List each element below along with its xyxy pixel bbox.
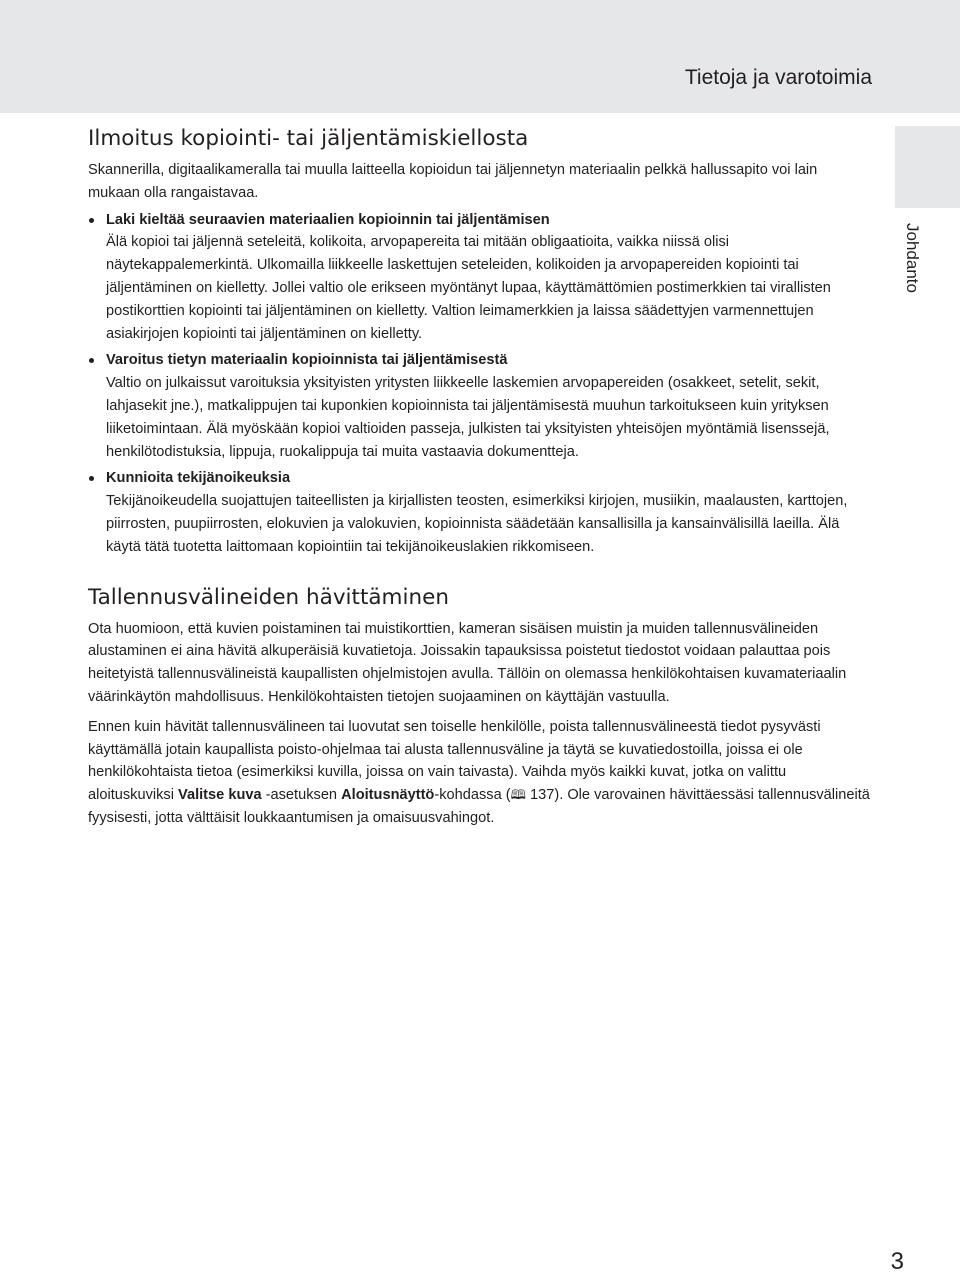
menu-option-welcome-screen: Aloitusnäyttö <box>341 787 435 804</box>
paragraph-text: ). Ole varovainen hävittäessäsi tallennusvälineitä fyysisesti, jotta välttäisit loukkaantumisen ja omaisuusvahingot. <box>88 787 870 826</box>
bullet-icon <box>89 358 94 363</box>
list-item-heading: Varoitus tietyn materiaalin kopioinnista tai jäljentämisestä <box>106 352 508 369</box>
list-item-body: Valtio on julkaissut varoituksia yksityisten yritysten liikkeelle laskemien arvopapereiden (osakkeet, setelit, sekit, lahjasekit jne.), matkalippujen tai kuponkien kopioinnista tai jäljentämisestä muuhun tarkoitukseen kuin yrityksen liiketoimintaan. Älä myöskään kopioi valtioiden passeja, julkisten tai yksityisten yhteisöjen myöntämiä lisenssejä, henkilötodistuksia, lippuja, ruokalippuja tai muita vastaavia dokumentteja. <box>106 375 830 460</box>
paragraph-text: -asetuksen <box>261 787 342 804</box>
bullet-icon <box>89 476 94 481</box>
bullet-icon <box>89 218 94 223</box>
paragraph-text: -kohdassa ( <box>434 787 511 804</box>
page-content <box>88 124 872 830</box>
side-tab-marker <box>895 126 960 208</box>
list-item-heading: Kunnioita tekijänoikeuksia <box>106 470 291 487</box>
page-number: 3 <box>890 1248 904 1275</box>
menu-option-select-image: Valitse kuva <box>178 787 262 804</box>
paragraph-text: Ennen kuin hävität tallennusvälineen tai luovutat sen toiselle henkilölle, poista tallennusvälineestä tiedot pysyvästi käyttämällä jotain kaupallista poisto-ohjelmaa tai alusta tallennusväline ja täytä se kuvatiedostoilla, joissa ei ole henkilökohtaista tietoa (esimerkiksi kuvilla, joissa on vain taivasta). Vaihda myös kaikki kuvat, jotka on valittu aloituskuviksi <box>88 718 821 804</box>
header-band <box>0 0 960 113</box>
list-item-body: Tekijänoikeudella suojattujen taiteellisten ja kirjallisten teosten, esimerkiksi kirjojen, musiikin, maalausten, karttojen, piirrosten, puupiirrosten, elokuvien ja valokuvien, kopioinnista säädetään kansallisilla ja kansainvälisillä laeilla. Älä käytä tätä tuotetta laittomaan kopiointiin tai tekijänoikeuslakien rikkomiseen. <box>106 493 848 555</box>
side-tab-label: Johdanto <box>903 223 923 293</box>
section-heading-copy-notice: Ilmoitus kopiointi- tai jäljentämiskiellosta <box>88 126 529 151</box>
list-item <box>88 349 872 463</box>
list-item-body: Älä kopioi tai jäljennä seteleitä, kolikoita, arvopapereita tai mitään obligaatioita, vaikka niissä olisi näytekappalemerkintä. Ulkomailla liikkeelle laskettujen seteleiden, kolikoiden ja arvopapereiden kopiointi tai jäljentäminen on kielletty. Jollei valtio ole erikseen myöntänyt lupaa, käyttämättömien postimerkkien tai virallisten postikorttien kopiointi tai jäljentäminen on kielletty. Valtion leimamerkkien ja laissa säädettyjen varmennettujen asiakirjojen kopiointi tai jäljentäminen on kielletty. <box>106 234 831 342</box>
section-intro: Skannerilla, digitaalikameralla tai muulla laitteella kopioidun tai jäljennetyn materiaalin pelkkä hallussapito voi lain mukaan olla rangaistavaa. <box>88 162 818 201</box>
paragraph <box>88 716 872 830</box>
book-reference-icon: 🕮 <box>510 787 526 803</box>
list-item <box>88 209 872 346</box>
list-item <box>88 467 872 558</box>
paragraph: Ota huomioon, että kuvien poistaminen tai muistikorttien, kameran sisäisen muistin ja muiden tallennusvälineiden alustaminen ei aina hävitä alkuperäisiä kuvatietoja. Joissakin tapauksissa poistetut tiedostot voidaan palauttaa pois heitetyistä tallennusvälineistä kaupallisten ohjelmistojen avulla. Tällöin on olemassa henkilökohtaisen kuvamateriaalin väärinkäytön mahdollisuus. Henkilökohtaisten tietojen suojaaminen on käyttäjän vastuulla. <box>88 620 847 705</box>
chapter-title: Tietoja ja varotoimia <box>684 66 872 89</box>
page-reference: 137 <box>525 787 555 804</box>
section-heading-disposal: Tallennusvälineiden hävittäminen <box>88 584 449 610</box>
list-item-heading: Laki kieltää seuraavien materiaalien kopioinnin tai jäljentämisen <box>106 211 550 228</box>
